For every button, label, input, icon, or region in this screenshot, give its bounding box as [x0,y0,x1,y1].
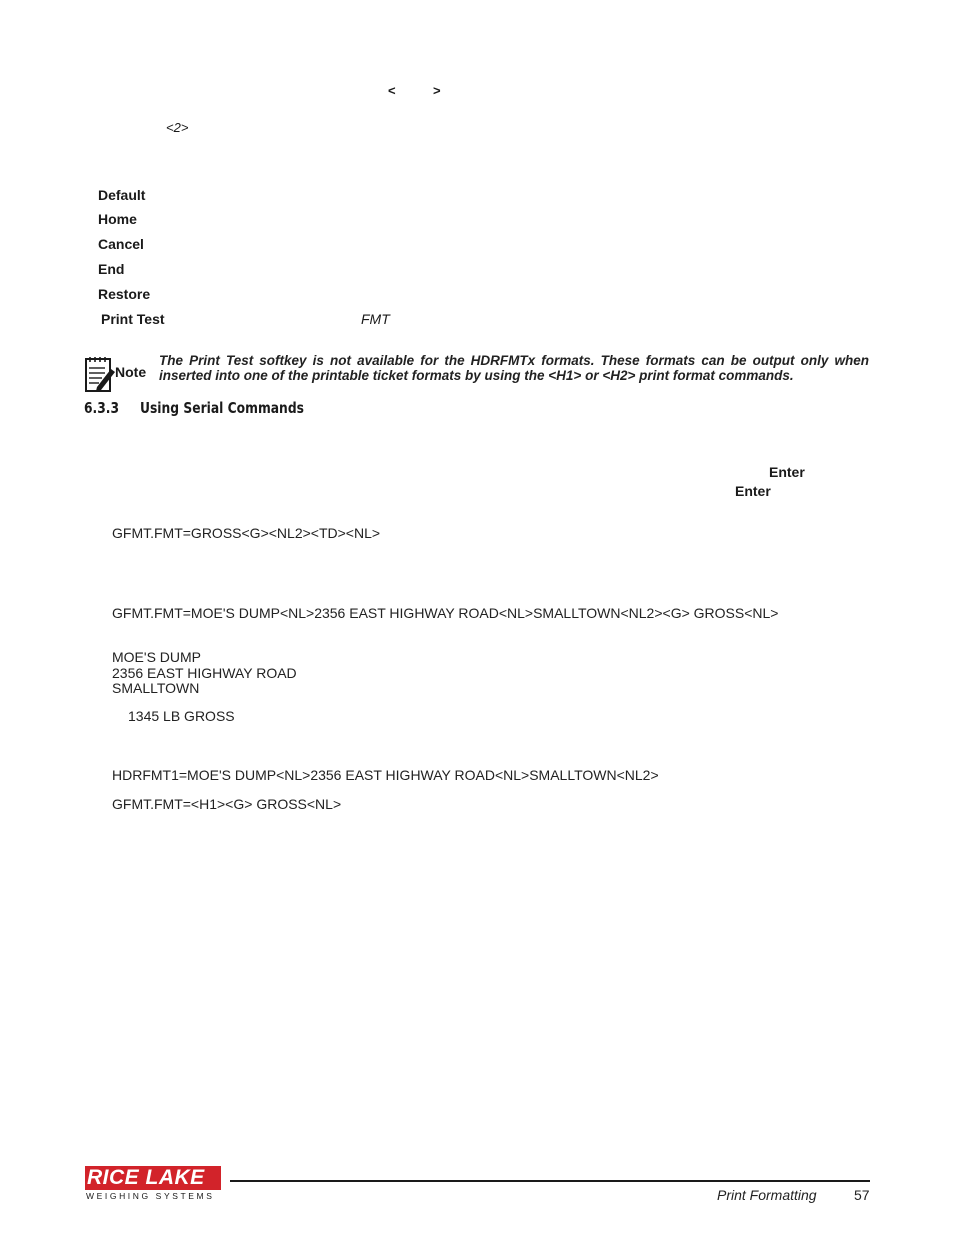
code-example-3: HDRFMT1=MOE'S DUMP<NL>2356 EAST HIGHWAY ROAD<NL>SMALLTOWN<NL2> [112,767,659,783]
softkey-default: Default [98,187,146,203]
fmt-label: FMT [361,311,390,327]
greater-than-symbol: > [433,83,441,98]
note-label: Note [115,364,147,380]
softkey-restore: Restore [98,286,151,302]
page-number: 57 [854,1187,870,1203]
logo-tagline: WEIGHING SYSTEMS [86,1191,215,1201]
footer-section: Print Formatting [717,1187,817,1203]
enter-key-2: Enter [735,483,771,499]
softkey-home: Home [98,211,137,227]
softkey-end: End [98,261,125,277]
softkey-print-test: Print Test [101,311,165,327]
section-title: Using Serial Commands [140,399,304,417]
code-example-1: GFMT.FMT=GROSS<G><NL2><TD><NL> [112,525,381,541]
output-line-3: SMALLTOWN [112,680,200,696]
output-line-1: MOE'S DUMP [112,649,202,665]
command-2: <2> [166,120,189,135]
softkey-cancel: Cancel [98,236,144,252]
section-number: 6.3.3 [84,399,120,417]
footer-rule [230,1180,870,1182]
note-icon [83,355,153,395]
output-line-2: 2356 EAST HIGHWAY ROAD [112,665,297,681]
note-text: The Print Test softkey is not available for the HDRFMTx formats. These formats can be output only when inserted into one of the printable ticket formats by using the <H1> or <H2> print format commands. [159,353,869,383]
rice-lake-logo [85,1166,221,1202]
code-example-4: GFMT.FMT=<H1><G> GROSS<NL> [112,796,342,812]
code-example-2: GFMT.FMT=MOE'S DUMP<NL>2356 EAST HIGHWAY ROAD<NL>SMALLTOWN<NL2><G> GROSS<NL> [112,605,779,621]
enter-key-1: Enter [769,464,805,480]
output-weight: 1345 LB GROSS [128,708,235,724]
logo-wordmark: RICE LAKE [87,1166,205,1189]
less-than-symbol: < [388,83,396,98]
